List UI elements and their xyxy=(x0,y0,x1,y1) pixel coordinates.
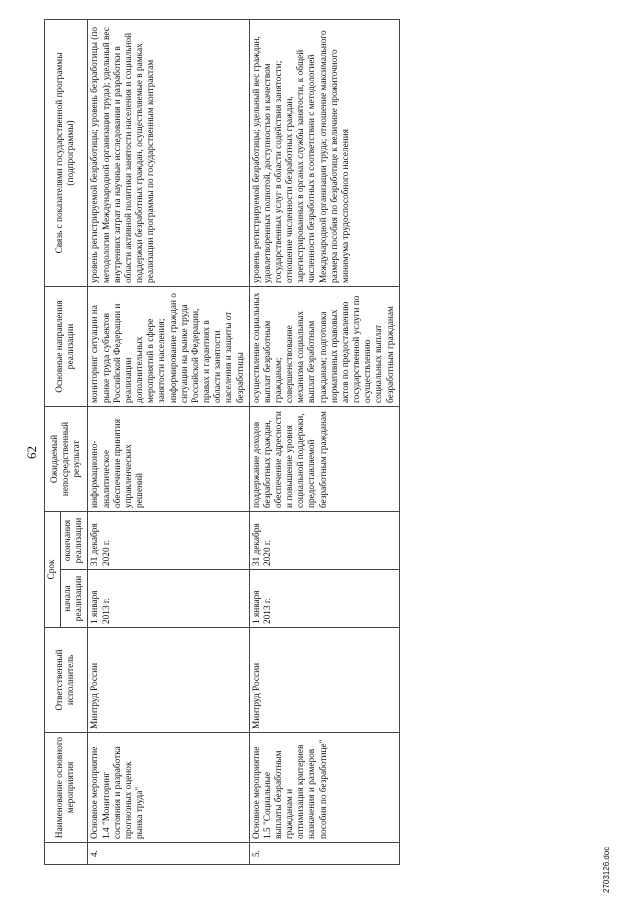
header-start: начала реализации xyxy=(61,570,88,628)
main-directions: осуществление социальных выплат безработным гражданам; совершенствование механизма социальных выплат безработным гражданам; подготовка нормативных правовых актов по предоставлению государственной услуги по осуществлению социальных выплат безработным гражданам xyxy=(249,286,399,406)
header-name: Наименование основного мероприятия xyxy=(45,733,88,843)
page-number: 62 xyxy=(24,446,39,459)
executor: Минтруд России xyxy=(88,628,249,733)
program-measures-table xyxy=(44,19,400,865)
row-number: 5. xyxy=(249,843,399,865)
header-directions: Основные направления реализации xyxy=(45,286,88,406)
row-number: 4. xyxy=(88,843,249,865)
measure-name: Основное мероприятие 1.5 "Социальные выплаты безработным гражданам и оптимизация критериев назначения и размеров пособия по безработице" xyxy=(249,733,399,843)
start-date: 1 января 2013 г. xyxy=(88,570,249,628)
header-executor: Ответственный исполнитель xyxy=(45,628,88,733)
header-row xyxy=(45,19,61,864)
expected-result: поддержание доходов безработных граждан, обеспечение адресности и повышение уровня социальной поддержки, предоставляемой безработным гражданам xyxy=(249,406,399,511)
table-row xyxy=(88,19,249,864)
header-end: окончания реализации xyxy=(61,511,88,569)
header-result: Ожидаемый непосредственный результат xyxy=(45,406,88,511)
table-row xyxy=(249,19,399,864)
end-date: 31 декабря 2020 г. xyxy=(249,511,399,569)
header-term: Срок xyxy=(45,511,61,627)
header-link: Связь с показателями государственной программы (подпрограммы) xyxy=(45,19,88,286)
expected-result: информационно-аналитическое обеспечение принятия управленческих решений xyxy=(88,406,249,511)
end-date: 31 декабря 2020 г. xyxy=(88,511,249,569)
start-date: 1 января 2013 г. xyxy=(249,570,399,628)
measure-name: Основное мероприятие 1.4 "Мониторинг состояния и разработка прогнозных оценок рынка труда" xyxy=(88,733,249,843)
main-directions: мониторинг ситуации на рынке труда субъектов Российской Федерации и реализации дополнительных мероприятий в сфере занятости населения; информирование граждан о ситуации на рынке труда Российской Федерации, правах и гарантиях в области занятости населения и защиты от безработицы xyxy=(88,286,249,406)
executor: Минтруд России xyxy=(249,628,399,733)
indicator-link: уровень регистрируемой безработицы; уровень безработицы (по методологии Международной организации труда); удельный вес внутренних затрат на научные исследования и разработки в области активной политики занятости населения и социальной поддержки безработных граждан, осуществляемые в рамках реализации программы по государственным контрактам xyxy=(88,19,249,286)
header-num xyxy=(45,843,88,865)
indicator-link: уровень регистрируемой безработицы; удельный вес граждан, удовлетворенных полнотой, доступностью и качеством государственных услуг в области содействия занятости; отношение численности безработных граждан, зарегистрированных в органах службы занятости, к общей численности безработных в соответствии с методологией Международной организации труда; отношение максимального размера пособия по безработице к величине прожиточного минимума трудоспособного населения xyxy=(249,19,399,286)
document-id: 2703126.doc xyxy=(602,846,611,893)
